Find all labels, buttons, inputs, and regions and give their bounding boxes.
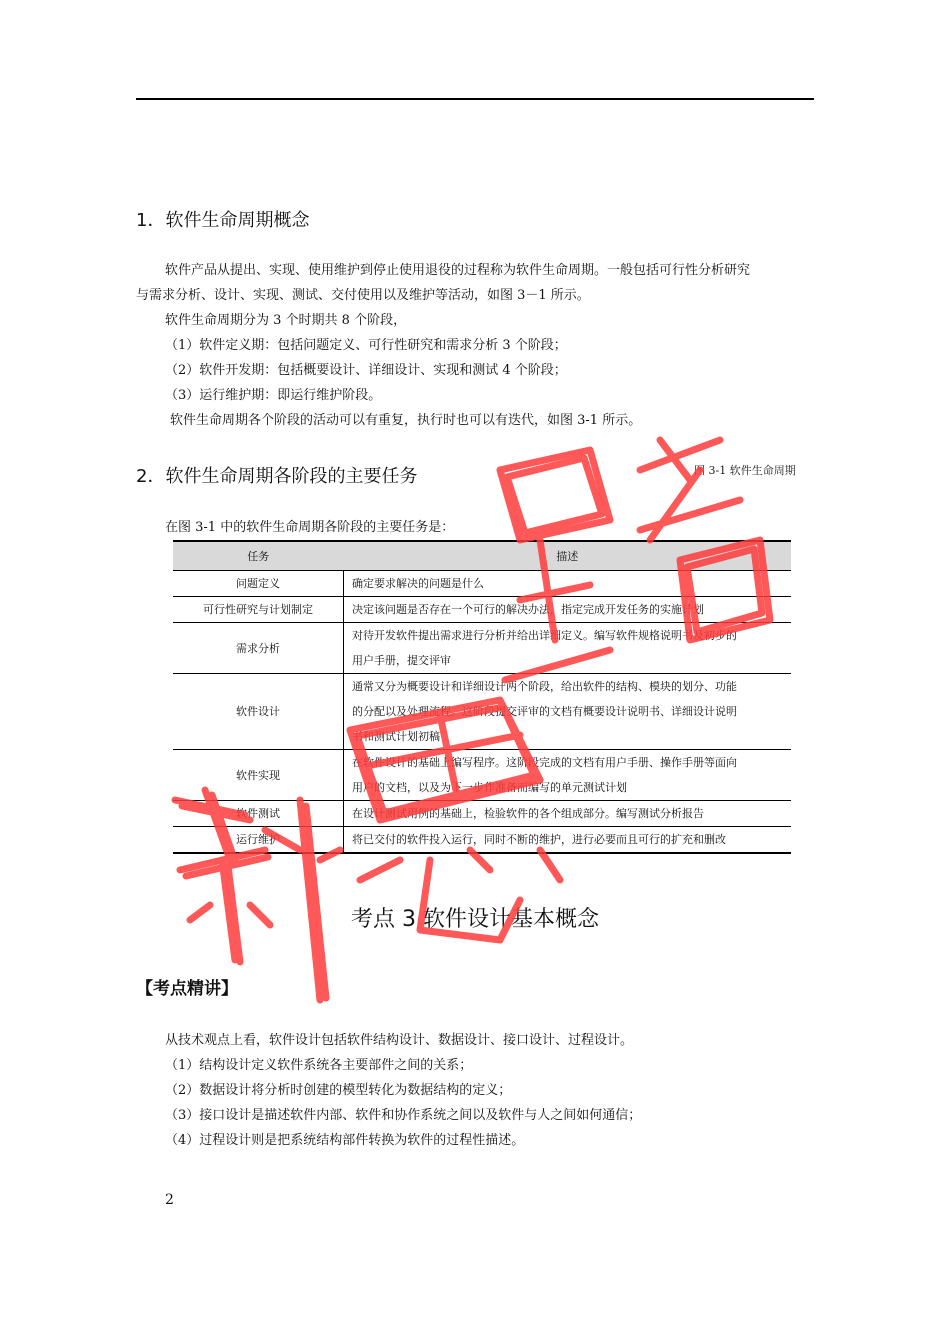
desc-cell [344, 674, 792, 750]
section3-item-2: （2）数据设计将分析时创建的模型转化为数据结构的定义； [165, 1083, 512, 1098]
desc-line: 对待开发软件提出需求进行分析并给出详细定义。编写软件规格说明书及初步的 [352, 629, 737, 642]
desc-cell [344, 623, 792, 674]
para1-line2: 与需求分析、设计、实现、测试、交付使用以及维护等活动，如图 3－1 所示。 [136, 288, 590, 303]
figure-caption: 图 3-1 软件生命周期 [694, 464, 796, 477]
section1-heading: 1．软件生命周期概念 [136, 210, 310, 231]
desc-cell [344, 750, 792, 801]
list-item-3: （3）运行维护期：即运行维护阶段。 [165, 388, 382, 403]
table-row [173, 674, 791, 750]
header-desc: 描述 [344, 541, 792, 571]
desc-line: 书和测试计划初稿 [352, 730, 440, 743]
desc-line: 用户手册，提交评审 [352, 654, 451, 667]
desc-line: 在软件设计的基础上编写程序。这阶段完成的文档有用户手册、操作手册等面向 [352, 756, 737, 769]
para1-line1: 软件产品从提出、实现、使用维护到停止使用退役的过程称为软件生命周期。一般包括可行性分析研究 [165, 263, 751, 278]
section3-item-4: （4）过程设计则是把系统结构部件转换为软件的过程性描述。 [165, 1133, 525, 1148]
para3: 软件生命周期各个阶段的活动可以有重复，执行时也可以有迭代，如图 3-1 所示。 [170, 413, 642, 428]
section2-heading: 2．软件生命周期各阶段的主要任务 [136, 466, 418, 487]
table-row [173, 571, 791, 597]
task-cell: 可行性研究与计划制定 [173, 597, 344, 623]
table-header-row [173, 541, 791, 571]
para2: 软件生命周期分为 3 个时期共 8 个阶段， [165, 313, 407, 328]
table-body [173, 571, 791, 854]
task-cell: 运行维护 [173, 827, 344, 854]
desc-cell [344, 571, 792, 597]
list-item-1: （1）软件定义期：包括问题定义、可行性研究和需求分析 3 个阶段； [165, 338, 567, 353]
section3-subheading: 【考点精讲】 [136, 979, 238, 999]
table-intro: 在图 3-1 中的软件生命周期各阶段的主要任务是： [165, 520, 455, 535]
task-cell: 软件设计 [173, 674, 344, 750]
task-cell: 需求分析 [173, 623, 344, 674]
section3-para: 从技术观点上看，软件设计包括软件结构设计、数据设计、接口设计、过程设计。 [165, 1033, 634, 1048]
list-item-2: （2）软件开发期：包括概要设计、详细设计、实现和测试 4 个阶段； [165, 363, 567, 378]
desc-line: 的分配以及处理流程。这阶段提交评审的文档有概要设计说明书、详细设计说明 [352, 705, 737, 718]
desc-line: 在设计测试用例的基础上，检验软件的各个组成部分。编写测试分析报告 [352, 807, 704, 820]
section3-title: 考点 3 软件设计基本概念 [351, 907, 599, 932]
desc-line: 用户的文档，以及为下一步作准备而编写的单元测试计划 [352, 781, 627, 794]
task-table [173, 540, 791, 854]
task-cell: 软件实现 [173, 750, 344, 801]
desc-line: 决定该问题是否存在一个可行的解决办法，指定完成开发任务的实施计划 [352, 603, 704, 616]
table-row [173, 750, 791, 801]
desc-line: 通常又分为概要设计和详细设计两个阶段，给出软件的结构、模块的划分、功能 [352, 680, 737, 693]
desc-line: 将已交付的软件投入运行，同时不断的维护，进行必要而且可行的扩充和删改 [352, 833, 726, 846]
table-row [173, 827, 791, 854]
section3-item-3: （3）接口设计是描述软件内部、软件和协作系统之间以及软件与人之间如何通信； [165, 1108, 642, 1123]
table-row [173, 801, 791, 827]
page-number: 2 [165, 1192, 174, 1208]
desc-cell [344, 597, 792, 623]
task-cell: 问题定义 [173, 571, 344, 597]
task-cell: 软件测试 [173, 801, 344, 827]
desc-cell [344, 827, 792, 854]
section3-item-1: （1）结构设计定义软件系统各主要部件之间的关系； [165, 1058, 473, 1073]
table-row [173, 623, 791, 674]
desc-cell [344, 801, 792, 827]
table-row [173, 597, 791, 623]
header-rule [136, 98, 814, 100]
header-task: 任务 [173, 541, 344, 571]
desc-line: 确定要求解决的问题是什么 [352, 577, 484, 590]
